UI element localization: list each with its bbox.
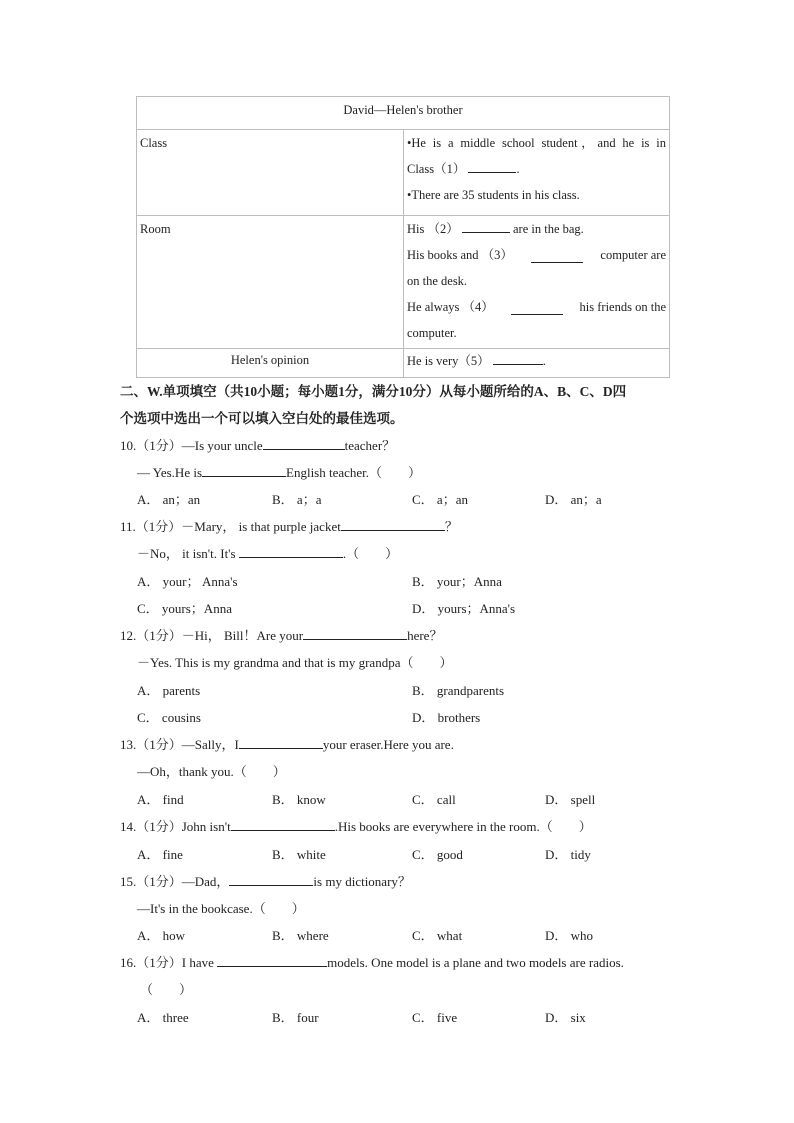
q10-option-a[interactable]: A． an；an (137, 492, 201, 507)
q12-option-a[interactable]: A． parents (137, 683, 201, 698)
q10-option-b[interactable]: B． a；a (272, 492, 322, 507)
room-line-1a: His （2） (407, 222, 459, 236)
question-15-line1: 15.（1分）—Dad， is my dictionary？ (120, 874, 411, 889)
question-11-line1: 11.（1分）－Mary， is that purple jacket ？ (120, 519, 458, 534)
table-header: David—Helen's brother (137, 97, 670, 130)
blank-5[interactable] (493, 352, 543, 365)
q14-option-d[interactable]: D． tidy (545, 847, 591, 862)
q12-option-b[interactable]: B． grandparents (412, 683, 505, 698)
q11-option-d[interactable]: D． yours；Anna's (412, 601, 516, 616)
blank-3[interactable] (531, 250, 583, 263)
q15-option-b[interactable]: B． where (272, 928, 329, 943)
blank-1[interactable] (468, 160, 516, 173)
q11-blank-1[interactable] (341, 518, 445, 531)
q10-blank-1[interactable] (263, 437, 345, 450)
q13-option-c[interactable]: C． call (412, 792, 456, 807)
q13-option-a[interactable]: A． find (137, 792, 184, 807)
q10-option-d[interactable]: D． an；a (545, 492, 602, 507)
q16-option-c[interactable]: C． five (412, 1010, 458, 1025)
question-11-line2: －No， it isn't. It's .（ ） (137, 546, 399, 561)
q13-option-d[interactable]: D． spell (545, 792, 596, 807)
blank-4[interactable] (511, 302, 563, 315)
table-row-class: Class •He is a middle school student，and he is in Class（1） . •There are 35 students in his class. (137, 130, 670, 216)
room-line-5: computer. (407, 326, 457, 340)
q13-option-b[interactable]: B． know (272, 792, 326, 807)
class-line-2: Class（1） (407, 162, 466, 176)
opinion-line: He is very（5） (407, 354, 490, 368)
question-12-line1: 12.（1分）－Hi， Bill！Are your here？ (120, 628, 443, 643)
info-table (136, 96, 670, 378)
row-label-opinion: Helen's opinion (137, 349, 404, 378)
q12-option-c[interactable]: C． cousins (137, 710, 201, 725)
q14-option-c[interactable]: C． good (412, 847, 463, 862)
q16-option-b[interactable]: B． four (272, 1010, 319, 1025)
question-13-line1: 13.（1分）—Sally，I your eraser.Here you are. (120, 737, 454, 752)
class-line-1: •He is a middle school student，and he is in (407, 136, 666, 150)
q14-option-b[interactable]: B． white (272, 847, 326, 862)
q14-option-a[interactable]: A． fine (137, 847, 183, 862)
table-row-opinion: Helen's opinion He is very（5） . (137, 349, 670, 378)
q10-blank-2[interactable] (202, 464, 286, 477)
q11-option-c[interactable]: C． yours；Anna (137, 601, 232, 616)
question-13-line2: —Oh，thank you.（ ） (137, 764, 286, 779)
q15-option-a[interactable]: A． how (137, 928, 186, 943)
room-line-4b: his friends on the (579, 300, 666, 314)
q12-blank-1[interactable] (303, 627, 407, 640)
q11-blank-2[interactable] (239, 545, 343, 558)
q16-blank-1[interactable] (217, 954, 327, 967)
room-line-2a: His books and （3） (407, 248, 513, 262)
q16-option-d[interactable]: D． six (545, 1010, 586, 1025)
q15-blank-1[interactable] (229, 873, 313, 886)
question-10-line1: 10.（1分）—Is your uncle teacher？ (120, 438, 396, 453)
row-label-room: Room (137, 216, 404, 349)
section-heading-line2: 个选项中选出一个可以填入空白处的最佳选项。 (120, 411, 404, 426)
room-line-2b: computer are (600, 248, 666, 262)
q15-option-d[interactable]: D． who (545, 928, 594, 943)
question-16-line2: （ ） (140, 982, 193, 997)
q11-option-b[interactable]: B． your；Anna (412, 574, 502, 589)
room-line-3: on the desk. (407, 274, 468, 288)
q10-option-c[interactable]: C． a；an (412, 492, 468, 507)
question-14-line1: 14.（1分）John isn't .His books are everywhere in the room.（ ） (120, 819, 592, 834)
question-15-line2: —It's in the bookcase.（ ） (137, 901, 305, 916)
q14-blank-1[interactable] (231, 818, 335, 831)
question-12-line2: －Yes. This is my grandma and that is my grandpa（ ） (137, 655, 453, 670)
class-line-3: •There are 35 students in his class. (407, 188, 580, 202)
question-16-line1: 16.（1分）I have models. One model is a plane and two models are radios. (120, 955, 624, 970)
q13-blank-1[interactable] (239, 736, 323, 749)
section-heading-line1: 二、W.单项填空（共10小题；每小题1分，满分10分）从每小题所给的A、B、C、D四 (120, 384, 627, 399)
question-10-line2: — Yes.He is English teacher.（ ） (137, 465, 422, 480)
room-line-4a: He always （4） (407, 300, 494, 314)
q15-option-c[interactable]: C． what (412, 928, 463, 943)
q11-option-a[interactable]: A． your； Anna's (137, 574, 238, 589)
blank-2[interactable] (462, 220, 510, 233)
q12-option-d[interactable]: D． brothers (412, 710, 481, 725)
table-row-room (137, 216, 670, 349)
row-label-class: Class (137, 130, 404, 216)
q16-option-a[interactable]: A． three (137, 1010, 189, 1025)
table-header-row (137, 97, 670, 130)
room-line-1b: are in the bag. (513, 222, 584, 236)
